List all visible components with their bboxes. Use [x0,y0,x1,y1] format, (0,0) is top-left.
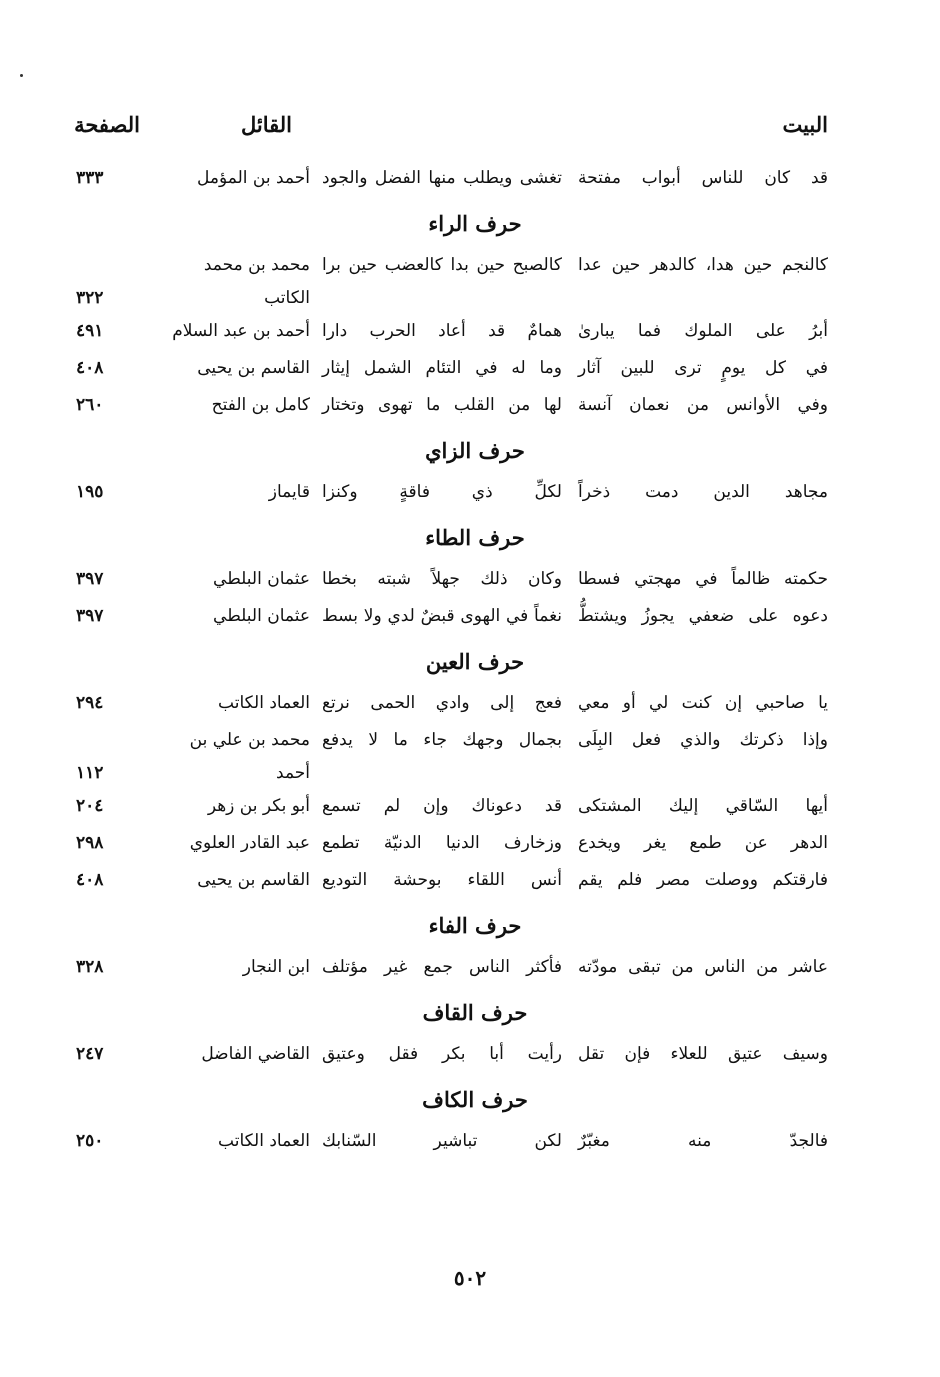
verse-row [70,864,840,901]
page-ref: ٢٩٤ [76,693,104,713]
verse-row [70,951,840,988]
poet-name: العماد الكاتب [218,1131,310,1151]
letter-heading: حرف العين [425,649,525,674]
hemistich-first: دعوه على ضعفي يجوزُ ويشتطُّ [578,606,828,626]
hemistich-first: فارقتكم ووصلت مصر فلم يقم [578,870,828,890]
verse-row [70,1038,840,1075]
hemistich-first: وإذا ذكرتك والذي فعل البِلَى [578,730,828,750]
verse-row [70,790,840,827]
hemistich-second: رأيت أبا بكر فقل وعتيق [322,1044,562,1064]
hemistich-second: أنس اللقاء بوحشة التوديع [322,870,562,890]
hemistich-second: فعج إلى وادي الحمى نرتع [322,693,562,713]
page-number: ٥٠٢ [453,1266,487,1290]
hemistich-first: قد كان للناس أبواب مفتحة [578,168,828,188]
letter-heading: حرف الراء [428,211,522,236]
hemistich-second: همامٌ قد أعاد الحرب دارا [322,321,562,341]
page-ref: ٢٠٤ [76,796,104,816]
poet-name: القاسم بن يحيى [197,870,310,890]
verse-row [70,563,840,600]
hemistich-first: أبرُ على الملوك فما يبارىٰ [578,321,828,341]
hemistich-second: لها من القلب ما تهوى وتختار [322,395,562,415]
poet-name: القاضي الفاضل [201,1044,310,1064]
hemistich-second: فأكثر الناس جمع غير مؤتلف [322,957,562,977]
hemistich-second: لكن تباشير السّنابك [322,1131,562,1151]
verse-row [70,1125,840,1162]
speck [20,74,23,77]
hemistich-second: تغشى ويطلب منها الفضل والجود [322,168,562,188]
poet-name: عبد القادر العلوي [189,833,310,853]
verse-row [70,724,840,757]
table-header [70,112,840,146]
hemistich-first: وفي الأوانس من نعمان آنسة [578,395,828,415]
page-ref: ٣٢٨ [76,957,104,977]
hemistich-second: وما له في التئام الشمل إيثار [322,358,562,378]
verse-row [70,162,840,199]
hemistich-second: لكلِّ ذي فاقةٍ وكنزا [322,482,562,502]
verse-row [70,600,840,637]
verse-row [70,476,840,513]
poet-name: ابن النجار [242,957,310,977]
poet-name: العماد الكاتب [218,693,310,713]
letter-heading: حرف الزاي [425,438,525,463]
hemistich-first: عاشر من الناس من تبقى مودّته [578,957,828,977]
hemistich-first: أيها السّاقي إليك المشتكى [578,796,828,816]
verse-index [70,162,840,1162]
hemistich-second: قد دعوناك وإن لم تسمع [322,796,562,816]
poet-name: الكاتب [264,288,310,308]
poet-name: محمد بن علي بن [189,730,310,750]
header-verse: البيت [782,112,828,137]
hemistich-first: مجاهد الدين دمت ذخراً [578,482,828,502]
hemistich-first: فالجدّ منه مغبّرٌ [578,1131,828,1151]
header-poet: القائل [240,112,292,137]
hemistich-first: يا صاحبي إن كنت لي أو معي [578,693,828,713]
page-ref: ٤٠٨ [76,870,104,890]
letter-heading: حرف الكاف [422,1087,528,1112]
verse-row [70,389,840,426]
letter-heading: حرف الطاء [425,525,525,550]
page-ref: ٤٩١ [76,321,104,341]
poet-name: أبو بكر بن زهر [207,796,310,816]
page-ref: ٢٤٧ [76,1044,104,1064]
hemistich-first: في كل يومٍ ترى للبين آثار [578,358,828,378]
page-ref: ٢٦٠ [76,395,104,415]
verse-row [70,757,840,790]
verse-row [70,282,840,315]
poet-name: عثمان البلطي [213,606,310,626]
letter-heading: حرف الفاء [428,913,522,938]
poet-name: القاسم بن يحيى [197,358,310,378]
hemistich-second: وزخارف الدنيا الدنيّة تطمع [322,833,562,853]
verse-row [70,315,840,352]
hemistich-second: بجمال وجهك جاء ما لا يدفع [322,730,562,750]
poet-name: أحمد بن عبد السلام [172,321,310,341]
page-ref: ٤٠٨ [76,358,104,378]
poet-name: أحمد بن المؤمل [197,168,310,188]
page-ref: ١٩٥ [76,482,104,502]
hemistich-first: كالنجم حين هدا، كالدهر حين عدا [578,255,828,275]
page-ref: ٢٩٨ [76,833,104,853]
header-page: الصفحة [74,112,140,137]
hemistich-second: نغماً في الهوى قبضٌ لدي ولا بسط [322,606,562,626]
letter-heading: حرف القاف [422,1000,528,1025]
verse-row [70,352,840,389]
poet-name: أحمد [276,763,310,783]
poet-name: كامل بن الفتح [211,395,310,415]
poet-name: قايماز [268,482,310,502]
page-ref: ٣٣٣ [76,168,104,188]
hemistich-second: وكان ذلك جهلاً شبته بخطا [322,569,562,589]
hemistich-first: وسيف عتيق للعلاء فإن تقل [578,1044,828,1064]
page-ref: ٣٩٧ [76,569,104,589]
verse-row [70,249,840,282]
verse-row [70,827,840,864]
page-ref: ١١٢ [76,763,104,783]
hemistich-first: الدهر عن طمع يغر ويخدع [578,833,828,853]
verse-row [70,687,840,724]
poet-name: محمد بن محمد [203,255,310,275]
poet-name: عثمان البلطي [213,569,310,589]
hemistich-first: حكمته ظالماً في مهجتي فسطا [578,569,828,589]
page-ref: ٢٥٠ [76,1131,104,1151]
page-ref: ٣٩٧ [76,606,104,626]
page-ref: ٣٢٢ [76,288,104,308]
hemistich-second: كالصبح حين بدا كالعضب حين برا [322,255,562,275]
